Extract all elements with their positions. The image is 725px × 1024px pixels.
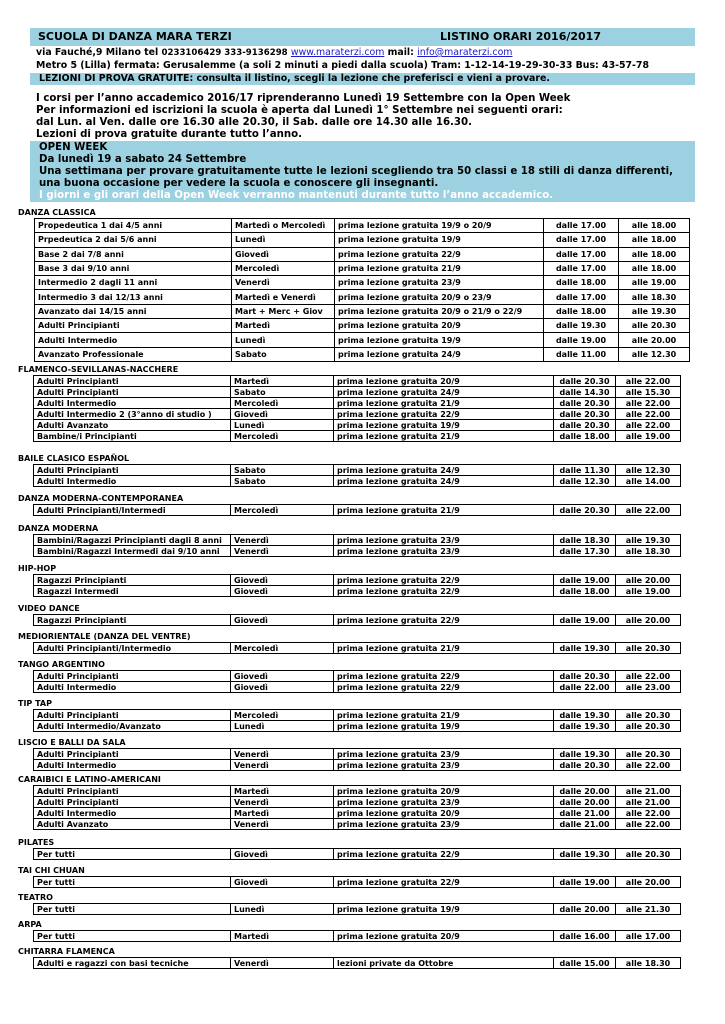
end-cell: alle 21.00	[616, 797, 681, 808]
table-row	[35, 276, 690, 290]
address: via Fauché,9 Milano tel	[36, 47, 159, 58]
table-row	[34, 615, 681, 626]
day-cell: Mercoledì	[231, 398, 334, 409]
section-title: MEDIORIENTALE (DANZA DEL VENTRE)	[18, 632, 191, 641]
schedule-table	[33, 464, 681, 487]
course-cell: Bambini/Ragazzi Intermedi dai 9/10 anni	[34, 546, 231, 557]
course-cell: Adulti Intermedio	[34, 682, 231, 693]
trial-cell: prima lezione gratuita 24/9	[335, 347, 544, 361]
trial-cell: prima lezione gratuita 21/9	[334, 505, 554, 516]
end-cell: alle 20.30	[616, 710, 681, 721]
end-cell: alle 22.00	[616, 398, 681, 409]
table-row	[34, 786, 681, 797]
table-row	[34, 958, 681, 969]
trial-cell: prima lezione gratuita 20/9	[334, 786, 554, 797]
end-cell: alle 18.00	[619, 219, 690, 233]
start-cell: dalle 20.30	[554, 671, 616, 682]
course-cell: Adulti Principianti	[34, 465, 231, 476]
end-cell: alle 20.00	[616, 575, 681, 586]
end-cell: alle 17.00	[616, 931, 681, 942]
course-cell: Per tutti	[34, 931, 231, 942]
start-cell: dalle 19.00	[554, 877, 616, 888]
start-cell: dalle 20.00	[554, 904, 616, 915]
day-cell: Lunedì	[232, 233, 335, 247]
course-cell: Adulti Intermedio	[34, 476, 231, 487]
header-bar	[30, 28, 695, 46]
end-cell: alle 22.00	[616, 409, 681, 420]
table-row	[34, 409, 681, 420]
day-cell: Giovedì	[231, 671, 334, 682]
end-cell: alle 20.30	[616, 643, 681, 654]
day-cell: Giovedì	[232, 247, 335, 261]
day-cell: Martedì e Venerdì	[232, 290, 335, 304]
trial-cell: prima lezione gratuita 19/9	[334, 420, 554, 431]
course-cell: Bambini/Ragazzi Principianti dagli 8 anni	[34, 535, 231, 546]
schedule-table	[33, 785, 681, 830]
trial-cell: prima lezione gratuita 20/9 o 21/9 o 22/9	[335, 304, 544, 318]
start-cell: dalle 21.00	[554, 819, 616, 830]
start-cell: dalle 19.30	[554, 643, 616, 654]
table-row	[34, 546, 681, 557]
intro-line: I corsi per l’anno accademico 2016/17 riprenderanno Lunedì 19 Settembre con la Open Week	[36, 93, 571, 104]
end-cell: alle 19.00	[616, 431, 681, 442]
trial-cell: prima lezione gratuita 20/9	[335, 319, 544, 333]
start-cell: dalle 19.30	[554, 721, 616, 732]
day-cell: Venerdì	[231, 546, 334, 557]
end-cell: alle 12.30	[616, 465, 681, 476]
table-row	[34, 721, 681, 732]
course-cell: Adulti Principianti	[34, 710, 231, 721]
end-cell: alle 21.30	[616, 904, 681, 915]
start-cell: dalle 18.00	[554, 586, 616, 597]
trial-cell: prima lezione gratuita 23/9	[334, 546, 554, 557]
course-cell: Ragazzi Principianti	[34, 615, 231, 626]
day-cell: Venerdì	[231, 760, 334, 771]
start-cell: dalle 20.30	[554, 409, 616, 420]
day-cell: Mercoledì	[231, 643, 334, 654]
day-cell: Mart + Merc + Giov	[232, 304, 335, 318]
table-row	[34, 671, 681, 682]
trial-cell: prima lezione gratuita 21/9	[334, 431, 554, 442]
end-cell: alle 19.30	[619, 304, 690, 318]
table-row	[34, 387, 681, 398]
course-cell: Adulti Intermedio	[34, 808, 231, 819]
schedule-table	[33, 574, 681, 597]
course-cell: Avanzato dai 14/15 anni	[35, 304, 232, 318]
trial-cell: lezioni private da Ottobre	[334, 958, 554, 969]
section-title: TAI CHI CHUAN	[18, 866, 85, 875]
end-cell: alle 20.00	[616, 615, 681, 626]
trial-cell: prima lezione gratuita 19/9	[335, 233, 544, 247]
end-cell: alle 20.00	[619, 333, 690, 347]
start-cell: dalle 11.30	[554, 465, 616, 476]
lezioni-prova-bar	[30, 73, 695, 85]
section-title: LISCIO E BALLI DA SALA	[18, 738, 126, 747]
course-cell: Intermedio 2 dagli 11 anni	[35, 276, 232, 290]
lezioni-prova-text: LEZIONI DI PROVA GRATUITE: consulta il listino, scegli la lezione che preferisci e vieni a provare.	[39, 73, 550, 84]
day-cell: Giovedì	[231, 575, 334, 586]
end-cell: alle 18.00	[619, 247, 690, 261]
section-title: VIDEO DANCE	[18, 604, 80, 613]
start-cell: dalle 20.00	[554, 786, 616, 797]
end-cell: alle 12.30	[619, 347, 690, 361]
day-cell: Mercoledì	[231, 710, 334, 721]
end-cell: alle 22.00	[616, 420, 681, 431]
trial-cell: prima lezione gratuita 22/9	[334, 682, 554, 693]
section-title: DANZA MODERNA	[18, 524, 99, 533]
day-cell: Giovedì	[231, 586, 334, 597]
trial-cell: prima lezione gratuita 23/9	[334, 797, 554, 808]
day-cell: Venerdì	[231, 535, 334, 546]
day-cell: Lunedì	[231, 904, 334, 915]
trial-cell: prima lezione gratuita 20/9	[334, 808, 554, 819]
trial-cell: prima lezione gratuita 24/9	[334, 387, 554, 398]
trial-cell: prima lezione gratuita 21/9	[335, 261, 544, 275]
trial-cell: prima lezione gratuita 20/9 o 23/9	[335, 290, 544, 304]
table-row	[35, 347, 690, 361]
start-cell: dalle 12.30	[554, 476, 616, 487]
end-cell: alle 20.00	[616, 877, 681, 888]
end-cell: alle 22.00	[616, 505, 681, 516]
course-cell: Adulti Avanzato	[34, 420, 231, 431]
course-cell: Prpedeutica 2 dai 5/6 anni	[35, 233, 232, 247]
day-cell: Martedì	[231, 786, 334, 797]
course-cell: Per tutti	[34, 904, 231, 915]
day-cell: Sabato	[231, 387, 334, 398]
section-title: TEATRO	[18, 893, 53, 902]
course-cell: Per tutti	[34, 877, 231, 888]
table-row	[34, 431, 681, 442]
start-cell: dalle 19.00	[554, 575, 616, 586]
schedule-table	[33, 375, 681, 442]
table-row	[34, 808, 681, 819]
start-cell: dalle 17.00	[544, 261, 619, 275]
end-cell: alle 20.30	[616, 721, 681, 732]
intro-line: dal Lun. al Ven. dalle ore 16.30 alle 20.30, il Sab. dalle ore 14.30 alle 16.30.	[36, 117, 472, 128]
trial-cell: prima lezione gratuita 23/9	[334, 535, 554, 546]
start-cell: dalle 16.00	[554, 931, 616, 942]
section-title: BAILE CLASICO ESPAÑOL	[18, 454, 130, 463]
table-row	[35, 319, 690, 333]
table-row	[34, 376, 681, 387]
trial-cell: prima lezione gratuita 22/9	[335, 247, 544, 261]
day-cell: Sabato	[232, 347, 335, 361]
course-cell: Adulti Principianti/Intermedi	[34, 505, 231, 516]
end-cell: alle 19.30	[616, 535, 681, 546]
trial-cell: prima lezione gratuita 22/9	[334, 877, 554, 888]
open-week-dates: Da lunedì 19 a sabato 24 Settembre	[39, 154, 247, 165]
start-cell: dalle 18.30	[554, 535, 616, 546]
schedule-table	[33, 848, 681, 860]
trial-cell: prima lezione gratuita 22/9	[334, 409, 554, 420]
end-cell: alle 22.00	[616, 760, 681, 771]
table-row	[34, 797, 681, 808]
section-title: DANZA CLASSICA	[18, 208, 96, 217]
end-cell: alle 14.00	[616, 476, 681, 487]
start-cell: dalle 21.00	[554, 808, 616, 819]
day-cell: Martedì	[232, 319, 335, 333]
table-row	[34, 682, 681, 693]
course-cell: Adulti Principianti	[34, 387, 231, 398]
start-cell: dalle 18.00	[544, 276, 619, 290]
section-title: TANGO ARGENTINO	[18, 660, 105, 669]
start-cell: dalle 14.30	[554, 387, 616, 398]
day-cell: Venerdì	[231, 797, 334, 808]
course-cell: Adulti Avanzato	[34, 819, 231, 830]
schedule-table	[33, 642, 681, 654]
end-cell: alle 22.00	[616, 376, 681, 387]
mail-label: mail:	[387, 47, 414, 58]
end-cell: alle 22.00	[616, 671, 681, 682]
phone: 0233106429 333-9136298	[161, 48, 288, 58]
day-cell: Sabato	[231, 476, 334, 487]
trial-cell: prima lezione gratuita 22/9	[334, 671, 554, 682]
section-title: TIP TAP	[18, 699, 52, 708]
start-cell: dalle 17.00	[544, 233, 619, 247]
end-cell: alle 20.30	[619, 319, 690, 333]
end-cell: alle 18.30	[616, 958, 681, 969]
start-cell: dalle 20.30	[554, 420, 616, 431]
day-cell: Martedì o Mercoledì	[232, 219, 335, 233]
schedule-table	[33, 930, 681, 942]
course-cell: Base 3 dai 9/10 anni	[35, 261, 232, 275]
table-row	[34, 904, 681, 915]
trial-cell: prima lezione gratuita 21/9	[334, 398, 554, 409]
course-cell: Adulti Principianti	[34, 797, 231, 808]
start-cell: dalle 11.00	[544, 347, 619, 361]
end-cell: alle 19.00	[616, 586, 681, 597]
day-cell: Martedì	[231, 376, 334, 387]
schedule-table	[33, 876, 681, 888]
end-cell: alle 20.30	[616, 749, 681, 760]
transport-line: Metro 5 (Lilla) fermata: Gerusalemme (a soli 2 minuti a piedi dalla scuola) Tram: 1-12-14-19-29-30-33 Bus: 43-57-78	[36, 60, 649, 71]
section-title: CARAIBICI E LATINO-AMERICANI	[18, 775, 161, 784]
day-cell: Sabato	[231, 465, 334, 476]
day-cell: Mercoledì	[231, 505, 334, 516]
trial-cell: prima lezione gratuita 24/9	[334, 465, 554, 476]
table-row	[35, 247, 690, 261]
schedule-table	[34, 218, 690, 362]
table-row	[34, 931, 681, 942]
end-cell: alle 18.30	[616, 546, 681, 557]
table-row	[34, 586, 681, 597]
day-cell: Lunedì	[232, 333, 335, 347]
website-link[interactable]: www.maraterzi.com	[290, 47, 385, 58]
course-cell: Adulti Principianti/Intermedio	[34, 643, 231, 654]
trial-cell: prima lezione gratuita 19/9	[334, 904, 554, 915]
end-cell: alle 18.00	[619, 261, 690, 275]
trial-cell: prima lezione gratuita 24/9	[334, 476, 554, 487]
course-cell: Adulti Principianti	[34, 749, 231, 760]
day-cell: Giovedì	[231, 877, 334, 888]
table-row	[34, 575, 681, 586]
schedule-table	[33, 709, 681, 732]
end-cell: alle 20.30	[616, 849, 681, 860]
table-row	[34, 420, 681, 431]
course-cell: Adulti Intermedio	[34, 398, 231, 409]
start-cell: dalle 15.00	[554, 958, 616, 969]
course-cell: Base 2 dai 7/8 anni	[35, 247, 232, 261]
start-cell: dalle 19.00	[554, 615, 616, 626]
course-cell: Adulti Principianti	[34, 671, 231, 682]
schedule-table	[33, 748, 681, 771]
course-cell: Ragazzi Principianti	[34, 575, 231, 586]
table-row	[35, 290, 690, 304]
end-cell: alle 23.00	[616, 682, 681, 693]
table-row	[35, 304, 690, 318]
end-cell: alle 18.00	[619, 233, 690, 247]
open-week-note: I giorni e gli orari della Open Week verranno mantenuti durante tutto l’anno accademico.	[39, 190, 554, 201]
day-cell: Mercoledì	[231, 431, 334, 442]
open-week-text: una buona occasione per vedere la scuola e conoscere gli insegnanti.	[39, 178, 439, 189]
end-cell: alle 15.30	[616, 387, 681, 398]
start-cell: dalle 17.00	[544, 290, 619, 304]
table-row	[34, 465, 681, 476]
trial-cell: prima lezione gratuita 23/9	[334, 760, 554, 771]
schedule-table	[33, 534, 681, 557]
day-cell: Lunedì	[231, 420, 334, 431]
course-cell: Adulti Principianti	[35, 319, 232, 333]
course-cell: Adulti e ragazzi con basi tecniche	[34, 958, 231, 969]
trial-cell: prima lezione gratuita 22/9	[334, 849, 554, 860]
start-cell: dalle 20.30	[554, 760, 616, 771]
trial-cell: prima lezione gratuita 22/9	[334, 615, 554, 626]
day-cell: Martedì	[231, 931, 334, 942]
start-cell: dalle 18.00	[544, 304, 619, 318]
day-cell: Venerdì	[231, 958, 334, 969]
schedule-table	[33, 903, 681, 915]
start-cell: dalle 20.00	[554, 797, 616, 808]
day-cell: Giovedì	[231, 615, 334, 626]
trial-cell: prima lezione gratuita 22/9	[334, 586, 554, 597]
section-title: CHITARRA FLAMENCA	[18, 947, 115, 956]
section-title: ARPA	[18, 920, 42, 929]
course-cell: Adulti Intermedio	[34, 760, 231, 771]
trial-cell: prima lezione gratuita 20/9	[334, 376, 554, 387]
day-cell: Martedì	[231, 808, 334, 819]
course-cell: Adulti Principianti	[34, 786, 231, 797]
start-cell: dalle 19.30	[554, 749, 616, 760]
schedule-table	[33, 504, 681, 516]
trial-cell: prima lezione gratuita 19/9	[335, 333, 544, 347]
course-cell: Adulti Intermedio	[35, 333, 232, 347]
intro-line: Lezioni di prova gratuite durante tutto l’anno.	[36, 129, 302, 140]
day-cell: Venerdì	[232, 276, 335, 290]
trial-cell: prima lezione gratuita 23/9	[334, 819, 554, 830]
table-row	[34, 643, 681, 654]
start-cell: dalle 19.30	[554, 849, 616, 860]
end-cell: alle 22.00	[616, 819, 681, 830]
trial-cell: prima lezione gratuita 22/9	[334, 575, 554, 586]
section-title: PILATES	[18, 838, 55, 847]
start-cell: dalle 17.00	[544, 247, 619, 261]
section-title: DANZA MODERNA-CONTEMPORANEA	[18, 494, 184, 503]
start-cell: dalle 20.30	[554, 398, 616, 409]
trial-cell: prima lezione gratuita 19/9 o 20/9	[335, 219, 544, 233]
table-row	[34, 819, 681, 830]
start-cell: dalle 19.00	[544, 333, 619, 347]
open-week-title: OPEN WEEK	[39, 142, 108, 153]
table-row	[35, 233, 690, 247]
day-cell: Giovedì	[231, 849, 334, 860]
course-cell: Adulti Principianti	[34, 376, 231, 387]
start-cell: dalle 19.30	[554, 710, 616, 721]
day-cell: Giovedì	[231, 409, 334, 420]
start-cell: dalle 18.00	[554, 431, 616, 442]
course-cell: Ragazzi Intermedi	[34, 586, 231, 597]
day-cell: Venerdì	[231, 819, 334, 830]
course-cell: Intermedio 3 dai 12/13 anni	[35, 290, 232, 304]
course-cell: Per tutti	[34, 849, 231, 860]
table-row	[34, 749, 681, 760]
contact-line	[36, 47, 512, 59]
table-row	[35, 333, 690, 347]
table-row	[34, 877, 681, 888]
start-cell: dalle 20.30	[554, 376, 616, 387]
day-cell: Lunedì	[231, 721, 334, 732]
end-cell: alle 18.30	[619, 290, 690, 304]
schedule-table	[33, 957, 681, 969]
table-row	[34, 476, 681, 487]
end-cell: alle 22.00	[616, 808, 681, 819]
course-cell: Propedeutica 1 dai 4/5 anni	[35, 219, 232, 233]
table-row	[34, 760, 681, 771]
schedule-table	[33, 670, 681, 693]
start-cell: dalle 19.30	[544, 319, 619, 333]
table-row	[34, 849, 681, 860]
section-title: FLAMENCO-SEVILLANAS-NACCHERE	[18, 365, 179, 374]
open-week-box	[30, 141, 695, 202]
table-row	[34, 535, 681, 546]
course-cell: Bambine/i Principianti	[34, 431, 231, 442]
table-row	[34, 398, 681, 409]
trial-cell: prima lezione gratuita 23/9	[335, 276, 544, 290]
school-title: SCUOLA DI DANZA MARA TERZI	[38, 30, 232, 43]
start-cell: dalle 17.00	[544, 219, 619, 233]
trial-cell: prima lezione gratuita 20/9	[334, 931, 554, 942]
open-week-text: Una settimana per provare gratuitamente tutte le lezioni scegliendo tra 50 classi e 18 stili di danza differenti,	[39, 166, 673, 177]
trial-cell: prima lezione gratuita 21/9	[334, 710, 554, 721]
day-cell: Mercoledì	[232, 261, 335, 275]
start-cell: dalle 20.30	[554, 505, 616, 516]
table-row	[35, 219, 690, 233]
start-cell: dalle 22.00	[554, 682, 616, 693]
table-row	[34, 505, 681, 516]
intro-text	[36, 93, 570, 141]
day-cell: Venerdì	[231, 749, 334, 760]
trial-cell: prima lezione gratuita 19/9	[334, 721, 554, 732]
intro-line: Per informazioni ed iscrizioni la scuola è aperta dal Lunedì 1° Settembre nei seguenti orari:	[36, 105, 563, 116]
course-cell: Avanzato Professionale	[35, 347, 232, 361]
end-cell: alle 21.00	[616, 786, 681, 797]
listino-title: LISTINO ORARI 2016/2017	[440, 30, 601, 43]
end-cell: alle 19.00	[619, 276, 690, 290]
table-row	[34, 710, 681, 721]
day-cell: Giovedì	[231, 682, 334, 693]
start-cell: dalle 17.30	[554, 546, 616, 557]
table-row	[35, 261, 690, 275]
trial-cell: prima lezione gratuita 23/9	[334, 749, 554, 760]
course-cell: Adulti Intermedio/Avanzato	[34, 721, 231, 732]
course-cell: Adulti Intermedio 2 (3°anno di studio )	[34, 409, 231, 420]
email-link[interactable]: info@maraterzi.com	[417, 47, 513, 58]
trial-cell: prima lezione gratuita 21/9	[334, 643, 554, 654]
schedule-table	[33, 614, 681, 626]
section-title: HIP-HOP	[18, 564, 57, 573]
